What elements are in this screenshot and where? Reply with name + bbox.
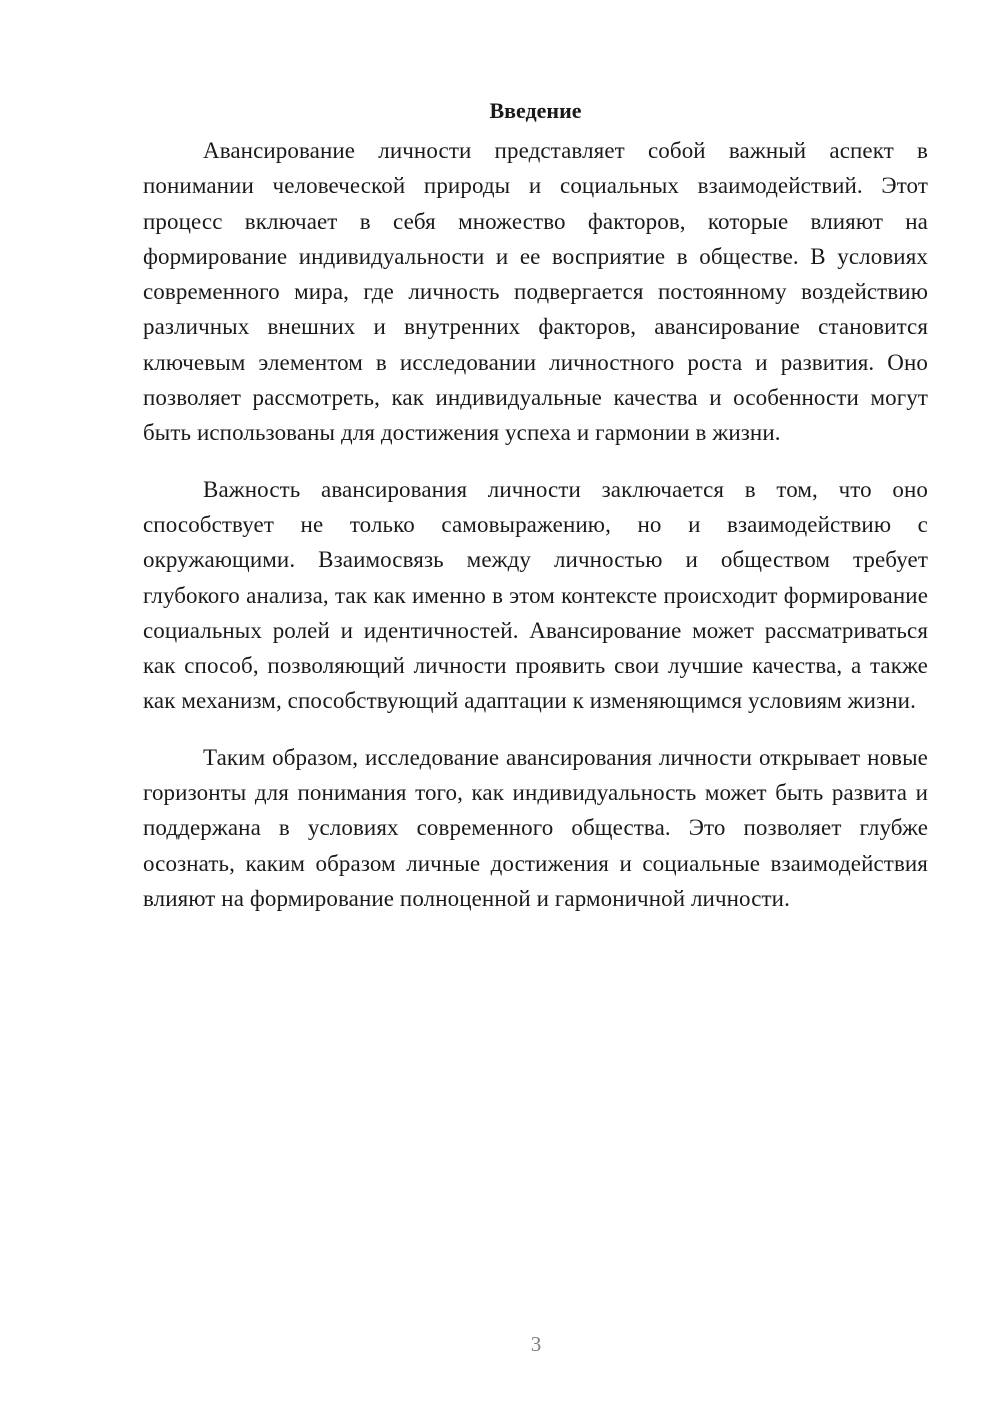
page-content bbox=[143, 95, 928, 937]
paragraph-2: Важность авансирования личности заключается в том, что оно способствует не только самовыражению, но и взаимодействию с окружающими. Взаимосвязь между личностью и обществом требует глубокого анализа, так как именно в этом контексте происходит формирование социальных ролей и идентичностей. Авансирование может рассматриваться как способ, позволяющий личности проявить свои лучшие качества, а также как механизм, способствующий адаптации к изменяющимся условиям жизни. bbox=[143, 476, 928, 714]
paragraph-1: Авансирование личности представляет собой важный аспект в понимании человеческой природы и социальных взаимодействий. Этот процесс включает в себя множество факторов, которые влияют на формирование индивидуальности и ее восприятие в обществе. В условиях современного мира, где личность подвергается постоянному воздействию различных внешних и внутренних факторов, авансирование становится ключевым элементом в исследовании личностного роста и развития. Оно позволяет рассмотреть, как индивидуальные качества и особенности могут быть использованы для достижения успеха и гармонии в жизни. bbox=[143, 138, 928, 446]
section-title: Введение bbox=[489, 98, 582, 123]
paragraph-3: Таким образом, исследование авансирования личности открывает новые горизонты для понимания того, как индивидуальность может быть развита и поддержана в условиях современного общества. Это позволяет глубже осознать, каким образом личные достижения и социальные взаимодействия влияют на формирование полноценной и гармоничной личности. bbox=[143, 744, 928, 911]
page-number: 3 bbox=[530, 1332, 542, 1356]
